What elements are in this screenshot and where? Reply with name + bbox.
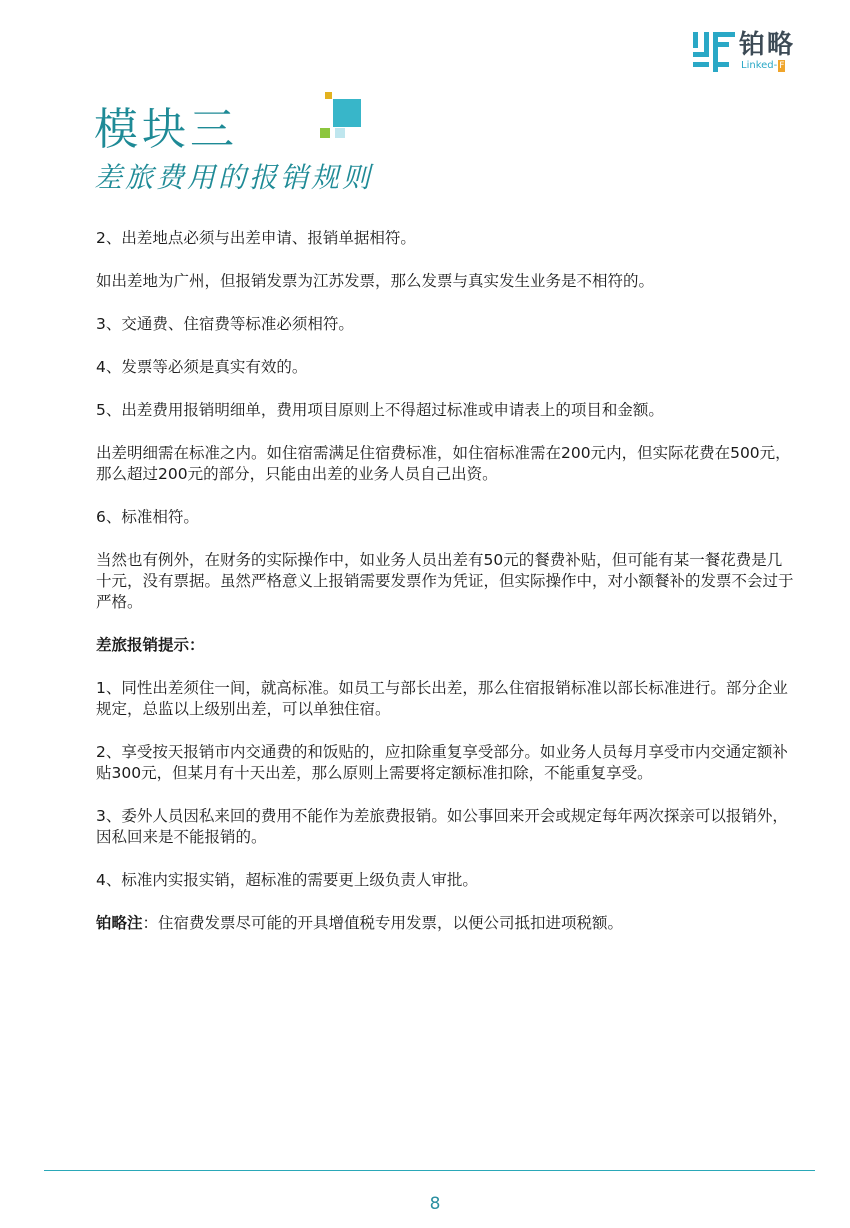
decor-square-teal (333, 99, 361, 127)
document-body (96, 228, 796, 956)
brand-name-cn: 铂略 (739, 30, 796, 60)
decor-square-green (320, 128, 330, 138)
paragraph: 如出差地为广州，但报销发票为江苏发票，那么发票与真实发生业务是不相符的。 (96, 272, 655, 290)
footer-divider (44, 1170, 815, 1171)
paragraph: 出差明细需在标准之内。如住宿需满足住宿费标准，如住宿标准需在200元内，但实际花费在500元，那么超过200元的部分，只能由出差的业务人员自己出资。 (96, 444, 791, 483)
module-subtitle: 差旅费用的报销规则 (94, 161, 374, 194)
paragraph: 5、出差费用报销明细单，费用项目原则上不得超过标准或申请表上的项目和金额。 (96, 401, 664, 419)
brand-name-en (741, 60, 785, 72)
brand-mark-icon (693, 32, 735, 72)
decor-square-yellow (325, 92, 332, 99)
paragraph: 6、标准相符。 (96, 508, 199, 526)
tip-item: 1、同性出差须住一间，就高标准。如员工与部长出差，那么住宿报销标准以部长标准进行。部分企业规定，总监以上级别出差，可以单独住宿。 (96, 679, 788, 718)
tips-heading: 差旅报销提示： (96, 636, 205, 654)
tip-item: 3、委外人员因私来回的费用不能作为差旅费报销。如公事回来开会或规定每年两次探亲可以报销外，因私回来是不能报销的。 (96, 807, 788, 846)
brand-name-en-text: Linked- (741, 60, 778, 71)
tip-item: 2、享受按天报销市内交通费的和饭贴的，应扣除重复享受部分。如业务人员每月享受市内交通定额补贴300元，但某月有十天出差，那么原则上需要将定额标准扣除，不能重复享受。 (96, 743, 788, 782)
page-number: 8 (429, 1194, 441, 1214)
paragraph: 3、交通费、住宿费等标准必须相符。 (96, 315, 354, 333)
note-label: 铂略注 (96, 914, 143, 932)
brand-logo (693, 30, 811, 74)
note (96, 913, 796, 934)
paragraph: 当然也有例外，在财务的实际操作中，如业务人员出差有50元的餐费补贴，但可能有某一餐花费是几十元，没有票据。虽然严格意义上报销需要发票作为凭证，但实际操作中，对小额餐补的发票不会过于严格。 (96, 551, 794, 611)
tip-item: 4、标准内实报实销，超标准的需要更上级负责人审批。 (96, 871, 478, 889)
decor-square-light (335, 128, 345, 138)
note-text: ：住宿费发票尽可能的开具增值税专用发票，以便公司抵扣进项税额。 (142, 914, 624, 932)
brand-name-en-box: F (779, 61, 785, 71)
paragraph: 2、出差地点必须与出差申请、报销单据相符。 (96, 229, 416, 247)
paragraph: 4、发票等必须是真实有效的。 (96, 358, 308, 376)
module-title: 模块三 (94, 104, 238, 155)
